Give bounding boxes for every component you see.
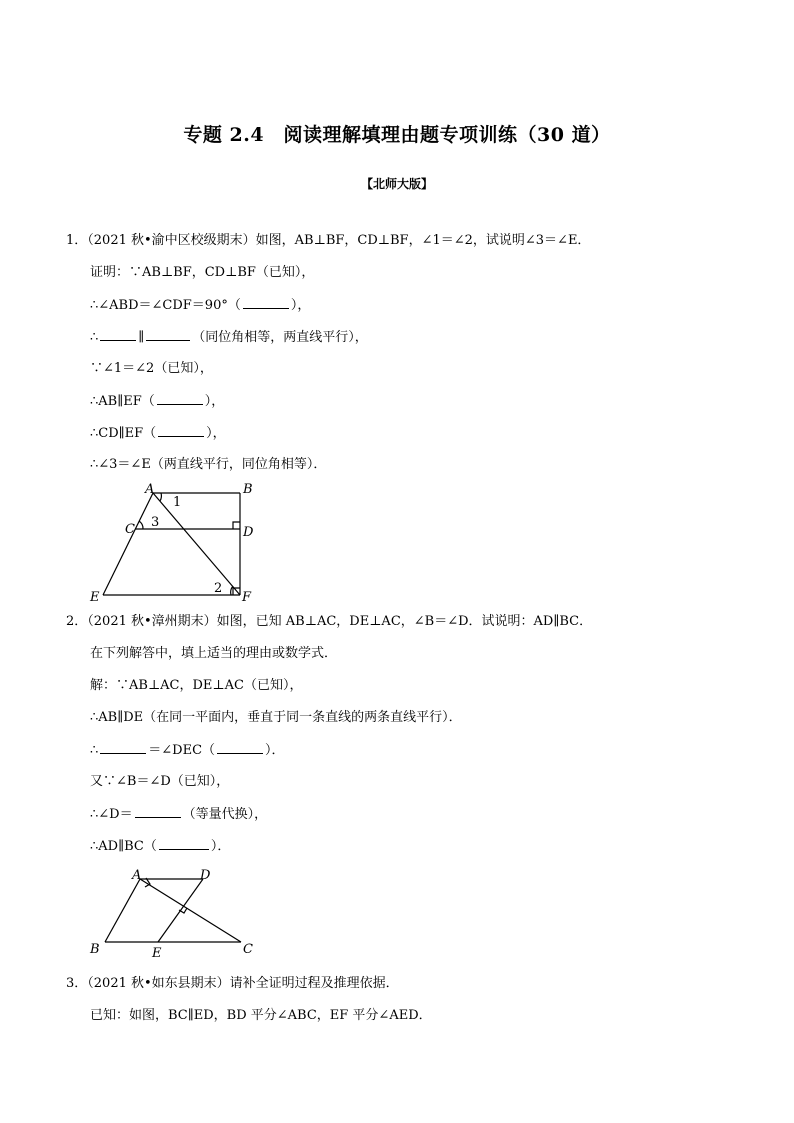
q1-line-3-a: ∴ — [90, 330, 99, 345]
q2-label-E: E — [152, 946, 162, 961]
q1-blank-3[interactable] — [146, 328, 190, 341]
q1-line-6 — [90, 424, 226, 443]
q1-line-2 — [90, 296, 310, 315]
q2-line-6-a: ∴∠D＝ — [90, 807, 133, 822]
q2-blank-2[interactable] — [217, 741, 263, 754]
q2-label-C: C — [243, 942, 253, 957]
q2-line-4-a: ∴ — [90, 743, 99, 758]
q2-line-4-b: ＝∠DEC（ — [148, 743, 216, 758]
q1-label-angle-3: 3 — [151, 515, 160, 530]
q1-label-F: F — [242, 590, 252, 605]
q2-line-6 — [90, 805, 267, 824]
q1-label-C: C — [125, 522, 135, 537]
q1-line-5-b: ）， — [204, 394, 225, 409]
q2-label-D: D — [200, 868, 211, 883]
q1-line-2-text: ∴∠ABD＝∠CDF＝90°（ — [90, 298, 241, 313]
q2-blank-3[interactable] — [135, 805, 181, 818]
page-title: 专题 2.4 阅读理解填理由题专项训练（30 道） — [183, 124, 611, 146]
q1-line-6-a: ∴CD∥EF（ — [90, 426, 157, 441]
q1-line-3-b: ∥ — [138, 330, 145, 345]
q3-line-1: 已知：如图，BC∥ED，BD 平分∠ABC，EF 平分∠AED． — [90, 1008, 432, 1023]
q1-label-D: D — [243, 525, 254, 540]
q1-line-1: 证明：∵AB⊥BF，CD⊥BF（已知）， — [90, 265, 315, 280]
q1-blank-4[interactable] — [157, 392, 203, 405]
q2-line-7 — [90, 837, 230, 856]
q2-line-7-b: ）． — [210, 839, 231, 854]
q2-line-6-b: （等量代换）， — [182, 807, 268, 822]
q1-blank-5[interactable] — [158, 424, 204, 437]
q1-line-4: ∵∠1＝∠2（已知）， — [90, 361, 213, 376]
q1-line-2-end: ）， — [290, 298, 311, 313]
q1-label-B: B — [243, 482, 253, 497]
q1-line-3-c: （同位角相等，两直线平行）， — [192, 330, 368, 345]
q2-label-A: A — [132, 868, 142, 883]
q1-stem: 1．（2021 秋•渝中区校级期末）如图，AB⊥BF，CD⊥BF，∠1＝∠2，试说明∠3＝∠E． — [66, 233, 591, 248]
q2-figure — [85, 862, 260, 962]
q2-stem: 2．（2021 秋•漳州期末）如图，已知 AB⊥AC，DE⊥AC，∠B＝∠D．试说明：AD∥BC． — [66, 614, 593, 629]
q2-line-3: ∴AB∥DE（在同一平面内，垂直于同一条直线的两条直线平行）． — [90, 710, 462, 725]
q2-blank-4[interactable] — [159, 837, 209, 850]
q2-blank-1[interactable] — [100, 741, 146, 754]
q1-line-6-b: ）， — [206, 426, 226, 441]
q1-line-7: ∴∠3＝∠E（两直线平行，同位角相等）． — [90, 457, 327, 472]
q2-line-4-c: ）． — [265, 743, 285, 758]
q1-figure — [85, 478, 270, 606]
q1-blank-2[interactable] — [100, 328, 136, 341]
q1-label-E: E — [90, 590, 100, 605]
q2-line-2: 解：∵AB⊥AC，DE⊥AC（已知）， — [90, 678, 303, 693]
q2-line-5: 又∵∠B＝∠D（已知）， — [90, 774, 230, 789]
q1-label-angle-1: 1 — [173, 495, 182, 510]
q1-blank-1[interactable] — [243, 296, 289, 309]
q1-line-5 — [90, 392, 224, 411]
q3-stem: 3．（2021 秋•如东县期末）请补全证明过程及推理依据． — [66, 976, 399, 991]
q2-line-7-a: ∴AD∥BC（ — [90, 839, 157, 854]
q1-label-A: A — [145, 482, 155, 497]
edition-label: 【北师大版】 — [360, 177, 433, 191]
q1-label-angle-2: 2 — [214, 581, 223, 596]
q1-line-3 — [90, 328, 368, 347]
q2-line-4 — [90, 741, 285, 760]
q2-line-1: 在下列解答中，填上适当的理由或数学式． — [90, 646, 338, 661]
q2-label-B: B — [90, 942, 100, 957]
q1-line-5-a: ∴AB∥EF（ — [90, 394, 155, 409]
